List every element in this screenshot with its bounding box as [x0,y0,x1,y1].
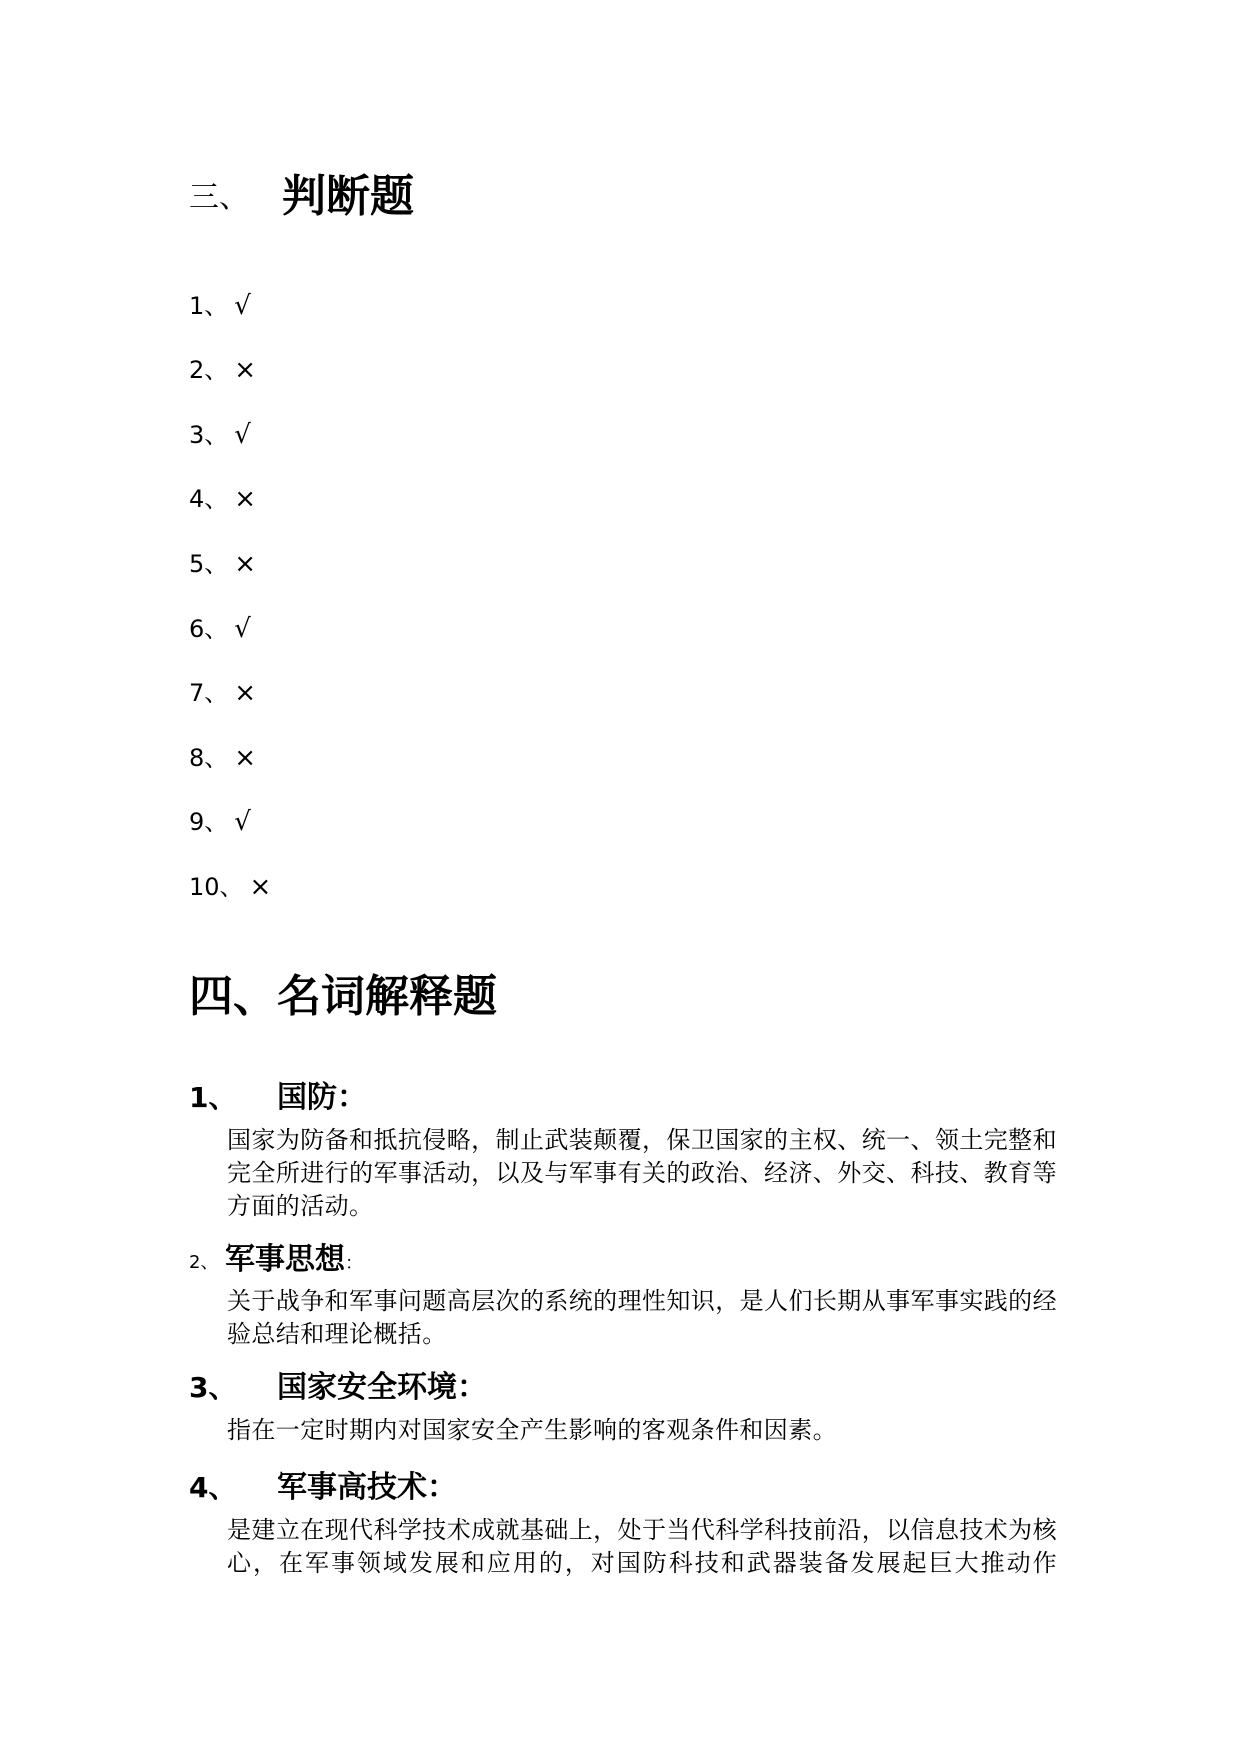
check-mark-icon: √ [234,614,251,644]
answer-item [189,544,256,579]
answer-item [189,609,251,644]
answer-item [189,286,251,321]
answer-number: 10、 [189,873,244,901]
term-number: 1、 [189,1081,237,1114]
cross-mark-icon: × [234,355,257,385]
answer-item [189,802,251,837]
term-number: 4、 [189,1471,237,1504]
answer-item [189,673,256,708]
cross-mark-icon: × [234,549,257,579]
answer-number: 3、 [189,421,229,449]
answer-item [189,479,256,514]
term-label: 国家安全环境： [277,1370,487,1405]
term-label: 军事思想： [225,1242,363,1277]
check-mark-icon: √ [234,420,251,450]
answer-number: 1、 [189,292,229,320]
check-mark-icon: √ [234,807,251,837]
term-definition: 国家为防备和抵抗侵略，制止武装颠覆，保卫国家的主权、统一、领土完整和完全所进行的军事活动，以及与军事有关的政治、经济、外交、科技、教育等方面的活动。 [227,1126,1057,1220]
answer-number: 8、 [189,744,229,772]
answer-number: 7、 [189,679,229,707]
section3-number: 三、 [189,180,249,215]
answer-number: 5、 [189,550,229,578]
section4-title: 四、名词解释题 [189,971,497,1022]
term-number: 2、 [189,1252,219,1273]
cross-mark-icon: × [234,484,257,514]
answer-number: 6、 [189,615,229,643]
term-definition: 关于战争和军事问题高层次的系统的理性知识，是人们长期从事军事实践的经验总结和理论概括。 [227,1287,1057,1348]
cross-mark-icon: × [249,872,272,902]
term-label: 国防： [277,1080,367,1115]
section3-title: 判断题 [282,171,414,222]
check-mark-icon: √ [234,291,251,321]
answer-item [189,867,271,902]
answer-number: 4、 [189,485,229,513]
cross-mark-icon: × [234,743,257,773]
term-number: 3、 [189,1371,237,1404]
answer-item [189,415,251,450]
term-colon: ： [345,1253,363,1274]
answer-number: 2、 [189,356,229,384]
answer-item [189,350,256,385]
term-definition: 指在一定时期内对国家安全产生影响的客观条件和因素。 [227,1416,837,1444]
answer-item [189,738,256,773]
term-label: 军事高技术： [277,1470,457,1505]
cross-mark-icon: × [234,678,257,708]
term-definition: 是建立在现代科学技术成就基础上，处于当代科学科技前沿，以信息技术为核心，在军事领域发展和应用的，对国防科技和武器装备发展起巨大推动作 [227,1516,1057,1577]
answer-number: 9、 [189,808,229,836]
